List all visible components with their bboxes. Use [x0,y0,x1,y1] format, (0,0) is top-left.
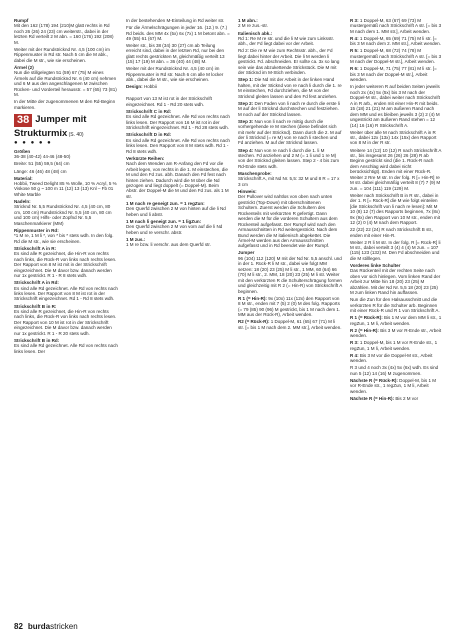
text-block [238,148,342,170]
block-heading: Italienisch abk.: [238,30,273,36]
block-text: Weiter 2 R li M str. In der folg. R [= Rück-R] li M str., dabei verteilt 3 (4) 4 (4) M zun. = 107 (115) 123 (132) M. Den Fd abschneiden und die M stilllegen. [350,239,441,261]
block-heading: Design: [126,84,143,90]
block-text: Es sind alle R gezeichnet, die Hin-R von rechts nach links, die Rück-R von links nach rechts lesen. Der Rapport von 8 M ist mit in der Strickschrift eingezeichnet. Die M davor bzw. danach werden nur 1x gestrickt. R 1 - R 8 stets wdh. [14,251,117,279]
text-block [350,18,442,34]
block-heading: Rippenmuster in Rd: [14,227,59,233]
block-text: Nun die stillgelegten 51 (59) 67 (75) M eines Ärmels auf die Rundstricknd Nr. 6 (40 cm) nehmen und 6 M aus den angeschlagenen M zwischen Rücken- und Vorderteil herausstr. = 57 (65) 73 (81) M. [14,70,117,98]
text-block [238,250,342,294]
text-block [238,18,342,29]
block-heading: Strickschrift B in R: [14,303,57,309]
block-text: Rd 2: Die re M wie zum Rechtsstr. abh., der Fd liegt dabei hinter der Arbeit. Die li M werden li gestrickt. Fd. abschneiden. Er sollte ca. 3x so lang sein wie das abzukettende Strickstück. Die M mit der Sticknd im M-Stich verbinden. [238,48,340,76]
block-text: Nun von li nach re mittig durch die vorhergehende re M stechen (diese befindet sich mit mehr auf der Stricknd). Dann durch die 2. M auf der li Stricknd (= re M) von re nach li stechen und Fd anziehen. M auf der Stricknd lassen. [238,118,342,146]
text-block [238,296,342,318]
block-text: Bis 1 M vor dem MM li str., 1 regZun, 1 M li, Arbeit wenden. [350,315,442,326]
block-heading: R 6: [350,66,359,72]
block-text: Weiter mit der Rundstricknd Nr. 4,5 (100 cm) im Rippenmuster in Rd str. Nach 5 cm die M abk., dabei die M str., wie sie erscheinen. [14,46,110,63]
block-heading: Größen [14,148,31,154]
block-text: Weiter über alle M nach Strickschrift A in R str., dabei 12x (13x) 14x (15x) den Rapport von 8 M in der R str. [350,129,437,146]
article-page-ref: (S. 40) [68,132,84,139]
difficulty-dots: ● ● ● ● ● [14,139,53,146]
block-heading: 1 M nach li geneigt zun. = 1 ligZun: [126,218,202,224]
text-block [14,169,118,174]
block-text: 1 Doppel-M, bis 1 M vor R-Ende str., 1 regZun, 1 M li, Arbeit wenden. [350,340,438,351]
text-block [238,77,342,99]
block-text: Bis 3 M vor R-Ende str., Arbeit wenden. [350,327,442,339]
block-heading: R2 (= Rück-R): [238,319,270,325]
text-block [350,193,442,226]
block-heading: Nadeln: [14,198,31,204]
text-block [126,132,230,154]
block-text: Rd 1: Re M re str. und die li M wie zum Linksstr. abh., der Fd liegt dabei vor der Arbeit. [238,35,335,47]
block-text: Breite: 51 (55) 59,5 (64) cm [14,161,70,167]
block-text: Hobbii, Tweed Delight 85 % Wolle, 10 % Acryl, 5 % Viskose 50 g ~ 100 m 11 (12) 13 (13) Knl – Fb 01 White Marble [14,181,117,197]
block-text: 2 M re zus.-str. [238,23,269,29]
text-block [126,237,230,248]
text-block [126,109,230,131]
block-text: Weiter mit der Rundstricknd Nr. 4,5 (40 cm) im Rippenmuster in Rd str. Nach 6 cm alle M locker abk., dabei die M str., wie sie erscheinen. [126,66,224,83]
text-block [350,315,442,326]
article-title-line2 [14,129,118,140]
block-heading: Maschenprobe: [238,170,272,176]
text-block [238,101,342,117]
text-block [14,18,118,45]
block-heading: 1 M zus.: [126,236,146,242]
text-block [350,130,442,146]
block-text: Strickschrift A, mit Nd Nr. 5,5: 32 M und 8 R = 17 x 3 cm [238,176,340,187]
block-text: 1 Doppel-M, 68 (72) 74 (78) M mustergemäß nach Strickschrift A str. [= bis 3 M nach der Doppel-M str.], Arbeit wenden. [350,48,442,65]
block-heading: Strickschrift C in Rd: [126,108,172,114]
block-heading: 1 M abn.: [238,18,258,23]
column-2 [126,18,230,249]
block-text: Weitere 14 (12) 10 (12) R nach Strickschrift A str., bis insgesamt 26 (26) 26 (28) R ab Beginn gestrickt sind (die 1. Rück-R nach dem Anschlag wird dabei nicht berücksichtigt). Enden mit einer Rück-R. Weiter 2 Rre M str. In der folg. R [= Hin-R] re M str. dabei gleichmäßig verteilt 8 (7) 7 (9) M zun. = 104 (111) 119 (129) M. [350,147,442,191]
text-block [14,161,118,166]
text-block [126,201,230,217]
text-block [350,36,442,47]
text-block [14,47,118,63]
text-block [126,84,230,89]
article-header [14,114,118,127]
block-text: Es sind alle Rd gezeichnet. Alle Rd von rechts nach links lesen. Den Rapport von 8 M stets wdh. Rd 1 - Rd 8 stets wdh. [126,137,230,154]
text-block [350,396,442,401]
block-text: 22 (22) 22 (24) R nach Strickschrift B str., enden mit einer Hin-R. [350,227,434,238]
block-heading: R 2 (= Hin-R): [350,327,379,333]
text-block [238,48,342,75]
block-text: Bis 2 M vor [395,395,419,401]
brand-rest: stricken [50,622,78,631]
block-text: Nun von re nach li durch die 1. li M stechen. Fd anziehen und 2 M (= 1 li und 1 re M) von der Stricknd gleiten lassen. Step 2 - 4 bis zum Rd-Ende stets wdh. [238,147,340,169]
text-block [126,96,230,107]
page-number: 82 [14,622,23,631]
block-text: 1 Doppel-M, 71 (75) 77 (81) M li str. [= bis 3 M nach der Doppel-M str.], Arbeit wenden. [350,66,437,83]
block-text: Doppel-M, bis 1 M vor R-Ende str., 1 regZun, 1 M li, Arbeit wenden. [350,377,437,394]
block-text: Den Faden von li nach re durch die erste li M auf der li Stricknd durchstechen und festziehen. M noch auf der Stricknd lassen. [238,100,340,117]
text-block [126,18,230,23]
block-heading: Hinweis: [238,188,257,194]
block-text: In jeder weiteren R auf beiden Seiten jeweils noch 2x (4x) 5x (5x) bis 3 M nach der Doppel-M str., dabei weiter nach Strickschrift A in R arb., enden mit einer Hin-R mit beids. 15 (18) 21 (21) M am äußeren Rand nach dem MM und es bleiben jeweils 3 (2) 2 (4) M ungestrickt am äußeren Rand stehen = 12 (14) 16 (16) R Strickschrift A. [350,84,440,128]
block-text: Stricknd Nr. 5,5 Rundstricknd Nr. 4,5 (40 cm, 80 cm, 100 cm) Rundstricknd Nr. 5,5 (40 cm, 80 cm und 100 cm) Hilfs- oder Zopfnd Nr. 5,5 Maschenmarkierer (MM) [14,204,112,226]
block-heading: Ärmel (2) [14,64,34,70]
text-block [126,219,230,235]
block-heading: Strickschrift A in R: [14,245,57,251]
block-text: 1 Doppel-M, 63 (67) 69 (73) M mustergemäß nach Strickschrift A str. [= bis 3 M nach dem 1. MM str.], Arbeit wenden. [350,18,442,34]
block-heading: 1 M nach re geneigt zun. = 1 regZun: [126,200,205,206]
block-text: Für die Ärmelschrägungen in jeder 16. (12.) 9. (7.) Rd beids. des MM 4x (5x) 6x (7x) 1 M betont abn. = 49 (55) 61 (67) M. [126,25,230,41]
block-heading: Step 2: [238,100,254,106]
block-heading: Step 4: [238,147,254,153]
article-number: 38 [14,114,32,127]
block-text: Den Querfd zwischen 2 M von hinten auf die li Nd heben und li abstr. [126,206,226,217]
block-text: Weiter str., bis 38 (34) 30 (27) cm ab Teilung erreicht sind, dabei in der letzten Rd, nur bei den glatt rechts gestrickten M, gleichmäßig verteilt 13 (15) 17 (19) M abn. = 36 (40) 44 (48) M. [126,43,225,65]
block-text: Die Nd mit der Arbeit in der linken Hand halten, mit der Sticknd von re nach li durch die 1. re M einstechen, Fd durchziehen, die M von der Stricknd gleiten lassen und den Fd fest anziehen. [238,77,342,99]
block-heading: Jumper [238,250,255,256]
text-block [238,31,342,47]
text-block [350,340,442,351]
text-block [350,263,442,296]
block-heading: Step 1: [238,77,254,83]
block-text: Nun die Zun für den Halsausschnitt und die verkürzten R für die Schulter arb. Beginnen mit einer Rück-R und R 1 von Strickschrift A. [350,297,440,314]
block-text: In der Mitte der zugenommenen M den Rd-Beginn markieren. [14,99,116,110]
block-text: Bis 3 M vor die Doppel-M str., Arbeit wenden. [350,352,433,364]
text-block [238,119,342,146]
block-heading: R 1 (= Hin-R): [238,295,267,301]
block-heading: Rumpf [14,18,29,23]
block-heading: Nächste R (= Rück-R): [350,377,398,383]
text-block [238,171,342,187]
block-text: Hobbii [143,84,157,90]
page-footer [14,622,78,631]
block-heading: Strickschrift D in Rd: [126,132,172,138]
column-1 [14,18,118,356]
text-block [350,48,442,64]
block-heading: Strickschrift A in Rd: [14,280,59,286]
block-text: In der bestehenden M-Einteilung in Rd weiter str. [126,18,225,23]
block-text: 1 Doppel-M, 61 (65) 67 (71) M li str. [= bis 1 M nach dem 2. MM str.], Arbeit wenden. [238,319,342,330]
article-title2: Strukturmix [14,128,68,140]
article-title-line1: Jumper mit [35,114,87,126]
text-block [14,176,118,198]
block-text: Länge: 46 (46) 48 (48) cm [14,168,67,174]
block-heading: Verkürzte Reihen: [126,155,165,161]
text-block [14,246,118,279]
text-block [238,189,342,249]
text-block [126,43,230,65]
text-block [126,66,230,82]
block-heading: Material: [14,175,33,181]
text-block [350,365,442,376]
block-heading: R 5: [350,48,359,54]
brand-logo [28,622,78,631]
text-block [14,228,118,244]
text-block [14,280,118,302]
text-block [14,304,118,337]
text-block [350,328,442,339]
block-text: Rapport von 13 M ist rot in der Strickschrift eingezeichnet. Rd 1 - Rd 20 stets wdh. [126,96,212,107]
block-text: Der Pullover wird nahtlos von oben nach unten gestrickt (Top-Down) mit überschnittenen Schultern. Zuerst werden die Schultern des Rückenteils mit verkürzten R gefertigt. Dann werden die M für die vorderen Schultern aus dem Rückenteil aufgefasst. Der Rumpf wird nach den Armausschnitten in Rd weitergestrickt. Nach dem Bund werden die M italienisch abgekettet. Die Ärmel-M werden aus den Armausschnitten aufgefasst und in Rd beendet wie der Rumpf. [238,194,338,249]
column-3 [238,18,342,332]
text-block [350,353,442,364]
block-heading: R 1 (= Rück-R): [350,315,383,321]
block-text: R 3 und 4 noch 3x (4x) 5x (6x) wdh. Es sind nun 5 (12) 14 (16) M zugenommen. [350,365,439,376]
text-block [14,99,118,110]
block-heading: Strickschrift B in Rd: [14,337,60,343]
block-text: Den Querfd zwischen 2 M von vorn auf die li Nd heben und re verschr. abstr. [126,224,223,235]
block-heading: Nächste R (= Hin-R): [350,395,395,401]
block-text: *1 M re, 1 M li *, von * bis * stets wdh. In den folg. Rd die M str., wie sie erscheinen. [14,233,114,244]
text-block [350,84,442,128]
column-4 [350,18,442,403]
brand-bold: burda [27,622,51,631]
block-text: 9x (10x) 11x (12x) den Rapport von 8 M str., enden mit 7 (5) 2 (0) M des folg. Rapports (= 79 (85) 90 (96) M gestrickt, bis 1 M nach dem 1. MM aus der Rück-R), Arbeit wenden. [238,295,341,318]
text-block [14,338,118,354]
block-text: Mit den 162 (178) 194 (210)M glatt rechts in Rd noch 26 (26) 24 (23) cm weiterstr., dabei in der letzten Rd verteilt 2 M abn. = 160 (176) 192 (208) M. [14,23,114,45]
text-block [350,378,442,394]
block-heading: R 4: [350,35,359,41]
block-heading: Vorderes linke Schulter [350,262,401,268]
block-text: 36-38 (40-42) 44-46 (48-50) [14,154,71,160]
block-text: Nach dem Wenden am R-Anfang den Fd vor die Arbeit legen, von rechts in die 1. M einstechen, die M und den Fd zus. abh. Danach den Fd fest nach hinten ziehen. Dadurch wird die M über die Nd gezogen und liegt doppelt (= Doppel-M). Beim Abstr. der Doppel-M die M und den Fd zus. als 1 M str. [126,161,229,199]
block-text: Das Rückenteil mit der rechten Seite nach oben vor sich hinlegen. Vom linken Rand der Arbeit zur Mitte hin 18 (20) 23 (25) M abzählen. Mit der Nd Nr. 5,5 18 (20) 23 (25) M zum linken Rand hin auffassen. [350,268,441,296]
block-text: Es sind alle Rd gezeichnet. Alle Rd von rechts nach links lesen. Der [14,343,118,354]
text-block [350,148,442,192]
text-block [126,156,230,200]
text-block [350,66,442,82]
text-block [350,240,442,262]
text-block [14,149,118,160]
text-block [14,65,118,98]
block-text: 1 Doppel-M, 65 (69) 71 (75) M li str. [= bis 3 M nach dem 2. MM str.], Arbeit wenden. [350,35,441,47]
block-heading: R 3: [350,340,359,346]
block-text: Es sind alle Rd gezeichnet. Alle Rd von rechts nach links lesen. Der Rapport von 8 M ist rot in der Strickschrift eingezeichnet. Rd 1 - Rd 8 stets wdh. [14,285,118,302]
block-heading: R 3: [350,18,359,23]
block-text: Weiter nach Strickschrift B in R str., dabei in der 1. R [= Rück-R] die M wie folgt einteilen [die Strickschrift von li nach re lesen]: Mit M 10 (8) 12 (7) des Rapports beginnen, 7x (8x) 9x (9x) den Rapport von 10 M str., enden mit 12 (2) 0 (4) M nach dem Rapport. [350,192,440,226]
text-block [14,199,118,226]
block-heading: R 4: [350,352,359,358]
text-block [126,25,230,41]
block-text: 1 M re bzw. li verschr. aus dem Querfd str. [126,242,211,248]
block-text: 96 (104) 112 (120) M mit der Nd Nr. 5,5 anschl. und in der 1. Rück-R li M str., dabei wie folgt MM setzen: 18 (20) 23 (25) M li str., 1 MM, 60 (64) 66 (70) M li str., 2. MM, 18 (20) 23 (25) M li str. Weiter mit den verkürzten R die Schulterschrägung formen und gleichzeitig mit R 2 (= Hin-R) von Strickschrift A beginnen. [238,255,342,294]
block-heading: Step 3: [238,118,254,124]
text-block [350,227,442,238]
text-block [350,297,442,313]
block-text: Es sind alle R gezeichnet, die Hin-R von rechts nach links, die Rück-R von links nach rechts lesen. Der Rapport von 10 M ist rot in der Strickschrift eingezeichnet. Die M davor bzw. danach werden nur 1x gestrickt. R 1 - R 20 stets wdh. [14,308,117,336]
text-block [238,319,342,330]
block-text: Es sind alle Rd gezeichnet. Alle Rd von rechts nach links lesen. Der Rapport von 16 M ist rot in der Strickschrift eingezeichnet. Rd 1 - Rd 28 stets wdh. [126,114,230,131]
